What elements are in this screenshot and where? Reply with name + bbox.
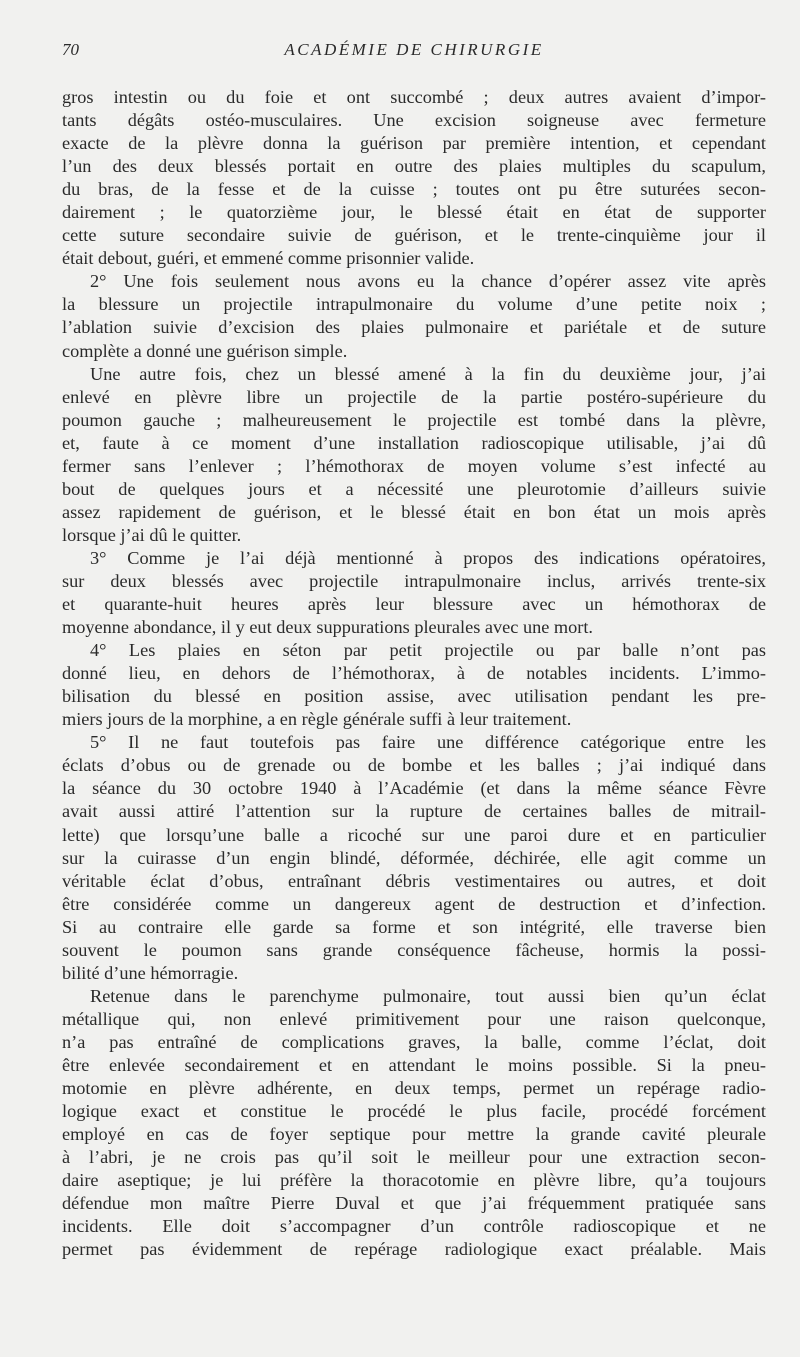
page-header: [62, 40, 766, 70]
text-line: bilisation du blessé en position assise, avec utilisation pendant les pre-: [62, 686, 766, 707]
text-line: 5° Il ne faut toutefois pas faire une différence catégorique entre les: [90, 732, 766, 753]
text-line: avait aussi attiré l’attention sur la rupture de certaines balles de mitrail-: [62, 801, 766, 822]
text-line: éclats d’obus ou de grenade ou de bombe et les balles ; j’ai indiqué dans: [62, 755, 766, 776]
text-line: n’a pas entraîné de complications graves, la balle, comme l’éclat, doit: [62, 1031, 766, 1052]
body-text: [62, 86, 766, 1261]
text-line: sur la cuirasse d’un engin blindé, déformée, déchirée, elle agit comme un: [62, 847, 766, 868]
text-line: moyenne abondance, il y eut deux suppurations pleurales avec une mort.: [62, 617, 594, 638]
text-line: gros intestin ou du foie et ont succombé ; deux autres avaient d’impor-: [62, 87, 766, 107]
text-line: véritable éclat d’obus, entraînant débris vestimentaires ou autres, et doit: [62, 870, 766, 891]
text-line: du bras, de la fesse et de la cuisse ; toutes ont pu être suturées secon-: [62, 179, 766, 200]
text-line: enlevé en plèvre libre un projectile de la partie postéro-supérieure du: [62, 386, 766, 407]
text-line: permet pas évidemment de repérage radiologique exact préalable. Mais: [62, 1239, 766, 1260]
text-line: miers jours de la morphine, a en règle générale suffi à leur traitement.: [62, 709, 572, 730]
running-title: ACADÉMIE DE CHIRURGIE: [284, 40, 544, 59]
text-line: l’ablation suivie d’excision des plaies pulmonaire et pariétale et de suture: [62, 317, 766, 338]
text-line: lorsque j’ai dû le quitter.: [62, 524, 242, 545]
text-line: était debout, guéri, et emmené comme prisonnier valide.: [62, 248, 475, 269]
text-line: poumon gauche ; malheureusement le projectile est tombé dans la plèvre,: [62, 409, 766, 430]
text-line: complète a donné une guérison simple.: [62, 340, 348, 361]
text-line: être enlevée secondairement et en attendant le moins possible. Si la pneu-: [62, 1054, 766, 1075]
text-line: et quarante-huit heures après leur blessure avec un hémothorax de: [62, 594, 766, 615]
text-line: logique exact et constitue le procédé le plus facile, procédé forcément: [62, 1101, 766, 1122]
text-line: Une autre fois, chez un blessé amené à la fin du deuxième jour, j’ai: [90, 363, 766, 384]
text-line: 3° Comme je l’ai déjà mentionné à propos des indications opératoires,: [90, 547, 766, 568]
text-line: métallique qui, non enlevé primitivement pour une raison quelconque,: [62, 1008, 766, 1029]
page-number: 70: [62, 40, 79, 59]
text-line: motomie en plèvre adhérente, en deux temps, permet un repérage radio-: [62, 1078, 766, 1099]
text-line: 2° Une fois seulement nous avons eu la chance d’opérer assez vite après: [90, 271, 766, 292]
text-line: exacte de la plèvre donna la guérison par première intention, et cependant: [62, 133, 766, 154]
text-line: la blessure un projectile intrapulmonaire du volume d’une petite noix ;: [62, 294, 766, 315]
text-line: cette suture secondaire suivie de guérison, et le trente-cinquième jour il: [62, 225, 766, 246]
text-line: tants dégâts ostéo-musculaires. Une excision soigneuse avec fermeture: [62, 110, 766, 131]
text-line: et, faute à ce moment d’une installation radioscopique utilisable, j’ai dû: [62, 432, 766, 453]
text-line: fermer sans l’enlever ; l’hémothorax de moyen volume s’est infecté au: [62, 455, 766, 476]
text-line: Si au contraire elle garde sa forme et son intégrité, elle traverse bien: [62, 916, 766, 937]
text-line: bilité d’une hémorragie.: [62, 962, 239, 983]
text-line: bout de quelques jours et a nécessité une pleurotomie d’ailleurs suivie: [62, 478, 766, 499]
text-line: lette) que lorsqu’une balle a ricoché sur une paroi dure et en particulier: [62, 824, 766, 845]
text-line: l’un des deux blessés portait en outre des plaies multiples du scapulum,: [62, 156, 766, 177]
text-line: la séance du 30 octobre 1940 à l’Académie (et dans la même séance Fèvre: [62, 778, 766, 799]
text-line: souvent le poumon sans grande conséquence fâcheuse, hormis la possi-: [62, 939, 766, 960]
text-line: Retenue dans le parenchyme pulmonaire, tout aussi bien qu’un éclat: [90, 985, 766, 1006]
text-line: être considérée comme un dangereux agent de destruction et d’infection.: [62, 893, 766, 914]
text-line: employé en cas de foyer septique pour mettre la grande cavité pleurale: [62, 1124, 766, 1145]
text-line: à l’abri, je ne crois pas qu’il soit le meilleur pour une extraction secon-: [62, 1147, 766, 1168]
text-line: daire aseptique; je lui préfère la thoracotomie en plèvre libre, qu’a toujours: [62, 1170, 766, 1191]
text-line: 4° Les plaies en séton par petit projectile ou par balle n’ont pas: [90, 640, 766, 661]
text-line: dairement ; le quatorzième jour, le blessé était en état de supporter: [62, 202, 766, 223]
text-line: assez rapidement de guérison, et le blessé était en bon état un mois après: [62, 501, 766, 522]
text-line: sur deux blessés avec projectile intrapulmonaire inclus, arrivés trente-six: [62, 570, 766, 591]
text-line: défendue mon maître Pierre Duval et que j’ai fréquemment pratiquée sans: [62, 1193, 766, 1214]
text-line: incidents. Elle doit s’accompagner d’un contrôle radioscopique et ne: [62, 1216, 766, 1237]
text-line: donné lieu, en dehors de l’hémothorax, à de notables incidents. L’immo-: [62, 663, 766, 684]
